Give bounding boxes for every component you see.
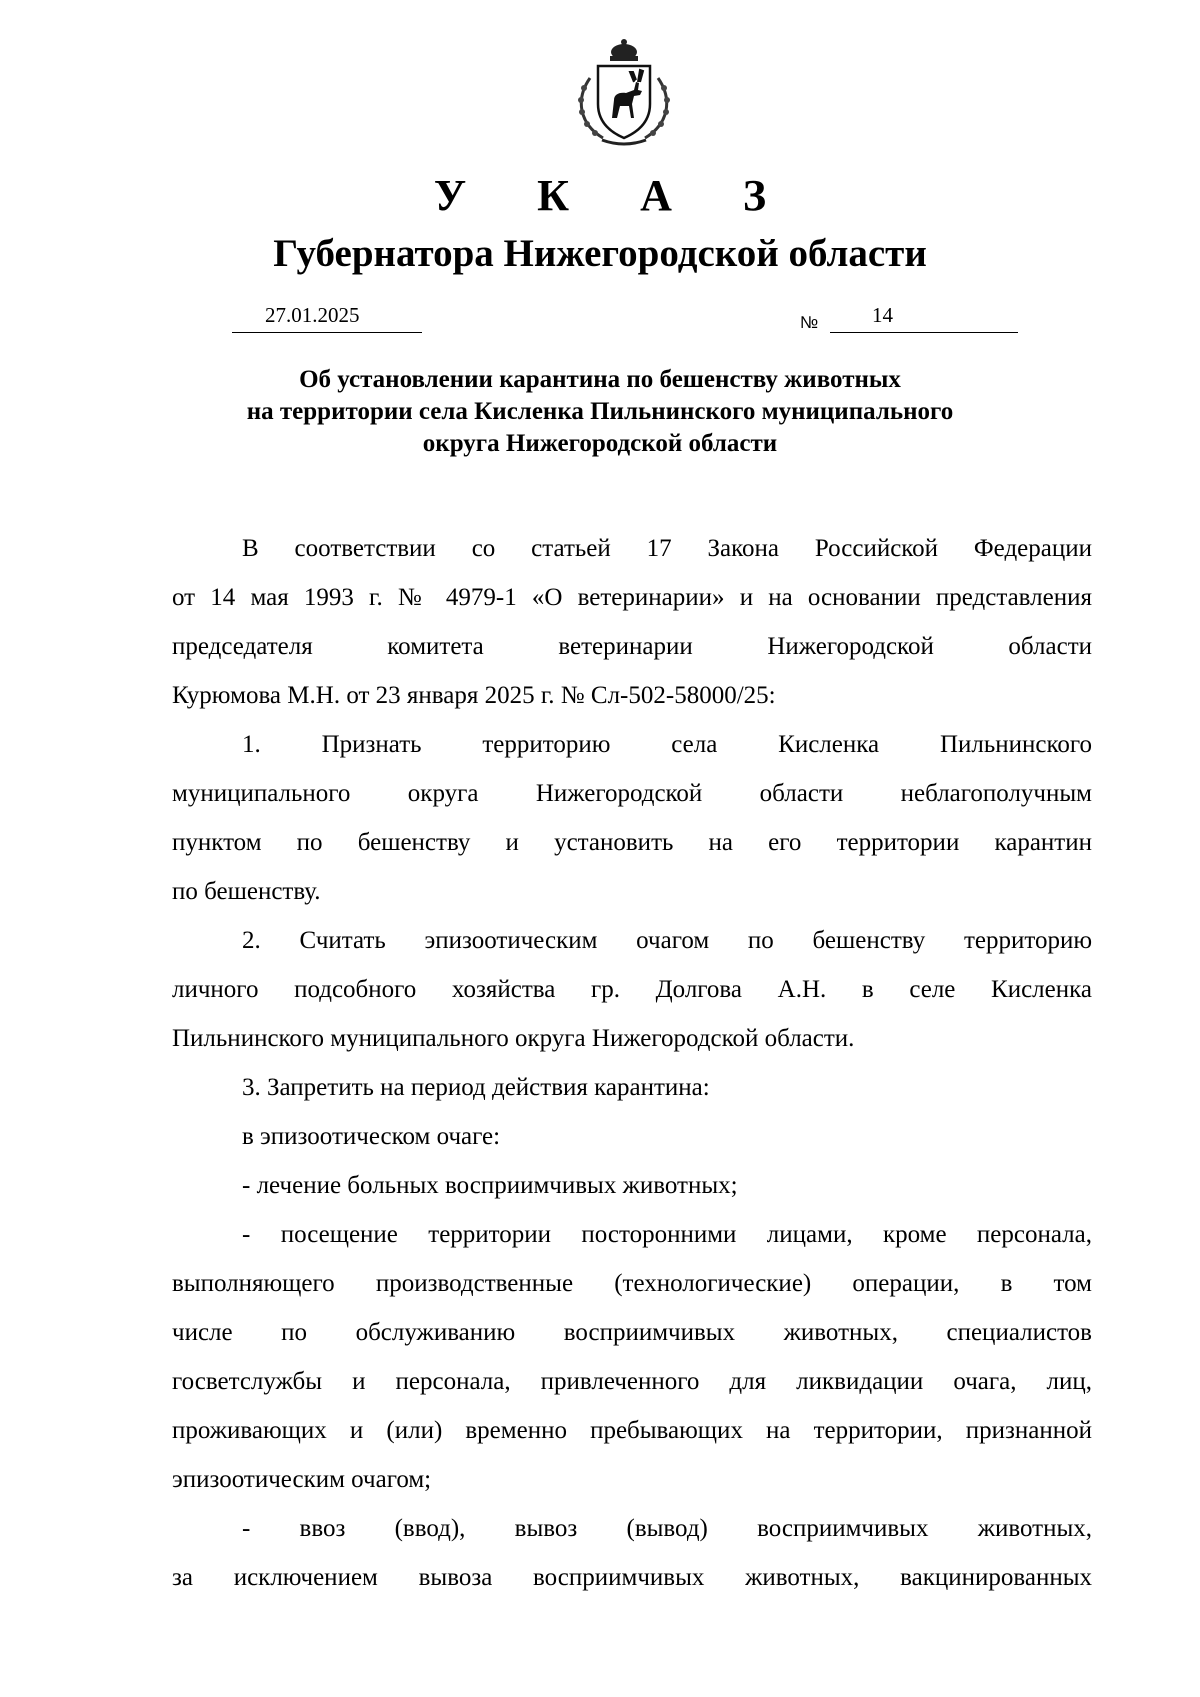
preamble-line: В соответствии со статьей 17 Закона Российской Федерации (242, 535, 1092, 562)
heading-line: Об установлении карантина по бешенству животных (299, 366, 901, 393)
item2-line: 2. Считать эпизоотическим очагом по бешенству территорию (242, 927, 1092, 954)
item1-line: пунктом по бешенству и установить на его территории карантин (172, 829, 1092, 856)
bullet-line: - посещение территории посторонними лицами, кроме персонала, (242, 1221, 1092, 1248)
bullet-line: - лечение больных восприимчивых животных; (242, 1172, 738, 1199)
preamble-line: от 14 мая 1993 г. № 4979-1 «О ветеринарии» и на основании представления (172, 584, 1092, 611)
item2-line: Пильнинского муниципального округа Нижегородской области. (172, 1025, 855, 1052)
heading-line: на территории села Кисленка Пильнинского муниципального (246, 398, 954, 425)
preamble-line: Курюмова М.Н. от 23 января 2025 г. № Сл-502-58000/25: (172, 682, 776, 709)
date-field (232, 302, 422, 333)
heading-line: округа Нижегородской области (422, 430, 778, 457)
item1-line: 1. Признать территорию села Кисленка Пильнинского (242, 731, 1092, 758)
document-number: 14 (872, 303, 893, 327)
bullet-line: выполняющего производственные (технологические) операции, в том (172, 1270, 1092, 1297)
item1-line: муниципального округа Нижегородской области неблагополучным (172, 780, 1092, 807)
item2-line: личного подсобного хозяйства гр. Долгова А.Н. в селе Кисленка (172, 976, 1092, 1003)
preamble-line: председателя комитета ветеринарии Нижегородской области (172, 633, 1092, 660)
bullet-line: госветслужбы и персонала, привлеченного для ликвидации очага, лиц, (172, 1368, 1092, 1395)
bullet-line: проживающих и (или) временно пребывающих на территории, признанной (172, 1417, 1092, 1444)
document-body (172, 524, 1092, 1602)
bullet-line: эпизоотическим очагом; (172, 1466, 432, 1493)
document-type-title: У К А З (433, 171, 797, 220)
bullet-line: - ввоз (ввод), вывоз (вывод) восприимчивых животных, (242, 1515, 1092, 1542)
item3-line: 3. Запретить на период действия карантина: (242, 1074, 710, 1101)
bullet-line: за исключением вывоза восприимчивых животных, вакцинированных (172, 1564, 1092, 1591)
coat-of-arms-emblem (568, 38, 680, 150)
number-field (830, 302, 1018, 333)
document-date: 27.01.2025 (265, 303, 360, 327)
item3-subline: в эпизоотическом очаге: (242, 1123, 501, 1150)
item1-line: по бешенству. (172, 878, 321, 905)
number-sign: № (800, 313, 819, 332)
document-heading (0, 364, 1200, 460)
bullet-line: числе по обслуживанию восприимчивых животных, специалистов (172, 1319, 1092, 1346)
issuer-title: Губернатора Нижегородской области (273, 232, 927, 275)
